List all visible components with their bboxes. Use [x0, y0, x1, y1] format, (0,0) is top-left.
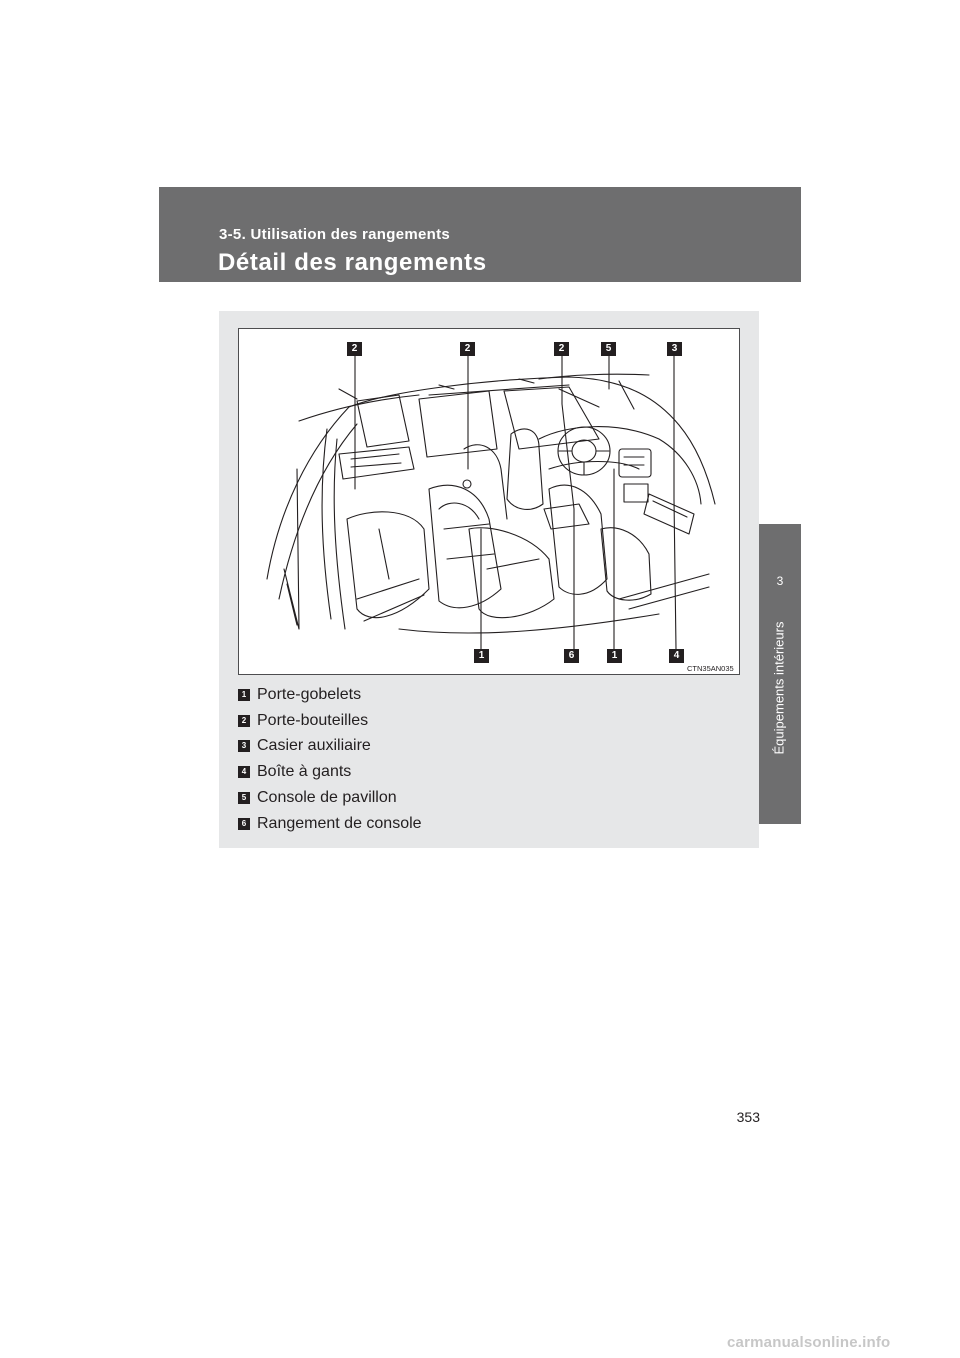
- legend-label: Casier auxiliaire: [257, 737, 371, 755]
- legend-label: Boîte à gants: [257, 763, 352, 781]
- chapter-number: 3: [776, 574, 784, 588]
- legend-label: Porte-gobelets: [257, 685, 362, 703]
- callout-badge: 5: [601, 342, 616, 356]
- callout-badge: 2: [347, 342, 362, 356]
- legend-item: [238, 682, 422, 708]
- legend-number: 2: [238, 715, 250, 727]
- car-interior-drawing: [239, 329, 739, 674]
- callout-badge: 4: [669, 649, 684, 663]
- legend-label: Console de pavillon: [257, 789, 397, 807]
- legend-item: [238, 785, 422, 811]
- callout-badge: 1: [474, 649, 489, 663]
- legend-label: Rangement de console: [257, 814, 422, 832]
- legend-item: [238, 734, 422, 760]
- callout-badge: 6: [564, 649, 579, 663]
- callout-badge: 3: [667, 342, 682, 356]
- figure-code: CTN35AN035: [687, 664, 734, 673]
- callout-badge: 2: [460, 342, 475, 356]
- chapter-title: Équipements intérieurs: [771, 621, 787, 755]
- section-label: 3-5. Utilisation des rangements: [219, 226, 451, 243]
- watermark[interactable]: carmanualsonline.info: [727, 1334, 891, 1351]
- callout-badge: 1: [607, 649, 622, 663]
- legend-number: 5: [238, 792, 250, 804]
- legend-number: 6: [238, 818, 250, 830]
- legend-label: Porte-bouteilles: [257, 711, 369, 729]
- legend: [238, 682, 422, 837]
- legend-number: 1: [238, 689, 250, 701]
- callout-badge: 2: [554, 342, 569, 356]
- interior-illustration: [238, 328, 740, 675]
- legend-item: [238, 759, 422, 785]
- legend-number: 4: [238, 766, 250, 778]
- legend-number: 3: [238, 740, 250, 752]
- page-title: Détail des rangements: [218, 249, 487, 276]
- page-number: 353: [736, 1109, 760, 1125]
- legend-item: [238, 811, 422, 837]
- legend-item: [238, 708, 422, 734]
